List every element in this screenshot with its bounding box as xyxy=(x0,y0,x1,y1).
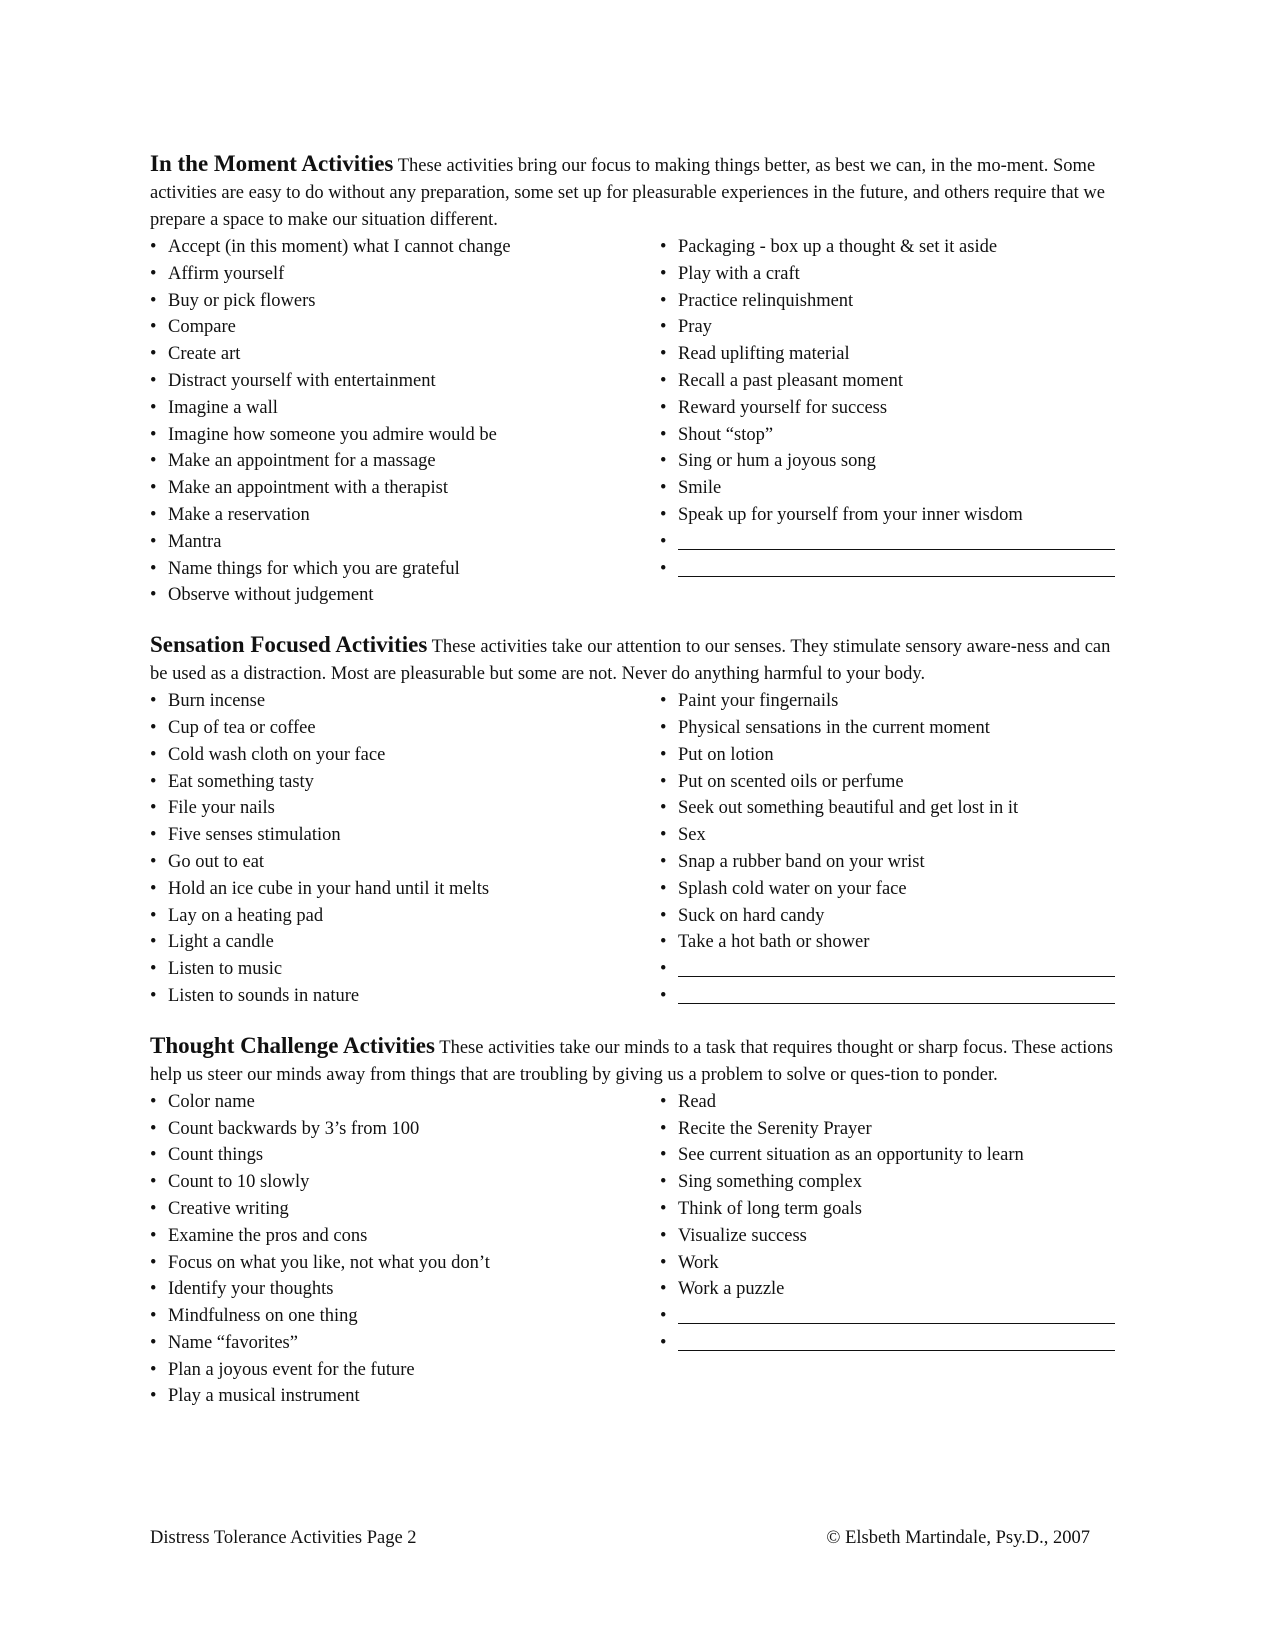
list-item xyxy=(660,903,1115,930)
blank-line-item xyxy=(660,956,1115,983)
bullet-icon: • xyxy=(660,1225,667,1246)
bullet-icon: • xyxy=(660,932,667,953)
list-item xyxy=(150,1223,660,1250)
bullet-icon: • xyxy=(660,424,667,445)
list-item xyxy=(660,422,1115,449)
bullet-icon: • xyxy=(660,851,667,872)
bullet-icon: • xyxy=(660,504,667,525)
left-activity-list xyxy=(150,234,660,609)
list-item-label: Count things xyxy=(168,1145,264,1166)
bullet-icon: • xyxy=(660,370,667,391)
bullet-icon: • xyxy=(660,531,667,552)
list-item xyxy=(150,929,660,956)
list-item xyxy=(150,956,660,983)
list-item xyxy=(150,1089,660,1116)
list-item xyxy=(660,1250,1115,1277)
list-item-label: Visualize success xyxy=(678,1225,807,1246)
list-item-label: Compare xyxy=(168,317,236,338)
bullet-icon: • xyxy=(150,1386,157,1407)
bullet-icon: • xyxy=(150,744,157,765)
list-item xyxy=(150,1303,660,1330)
bullet-icon: • xyxy=(150,397,157,418)
list-item-label: Accept (in this moment) what I cannot change xyxy=(168,237,511,257)
list-item xyxy=(660,502,1115,529)
right-activity-list xyxy=(660,234,1115,609)
list-item-label: Name things for which you are grateful xyxy=(168,558,460,579)
section-thought-challenge xyxy=(150,1032,1115,1411)
bullet-icon: • xyxy=(150,1145,157,1166)
list-item-label: Reward yourself for success xyxy=(678,397,888,418)
list-item-label: Play a musical instrument xyxy=(168,1386,360,1407)
bullet-icon: • xyxy=(660,263,667,284)
right-activity-list xyxy=(660,688,1115,1010)
document-page xyxy=(150,150,1115,1432)
bullet-icon: • xyxy=(660,1172,667,1193)
bullet-icon: • xyxy=(660,344,667,365)
list-item xyxy=(150,876,660,903)
section-intro xyxy=(150,150,1115,234)
list-item xyxy=(660,261,1115,288)
list-item xyxy=(660,314,1115,341)
list-item-label: Work a puzzle xyxy=(678,1279,785,1300)
list-item xyxy=(660,822,1115,849)
list-item xyxy=(150,903,660,930)
list-item xyxy=(150,1142,660,1169)
bullet-icon: • xyxy=(150,504,157,525)
list-item xyxy=(150,1196,660,1223)
list-item xyxy=(150,261,660,288)
list-item-label: Read xyxy=(678,1091,717,1112)
bullet-icon: • xyxy=(660,317,667,338)
list-item-label: Paint your fingernails xyxy=(678,691,839,712)
bullet-icon: • xyxy=(660,905,667,926)
bullet-icon: • xyxy=(150,585,157,606)
list-item xyxy=(660,1169,1115,1196)
list-item xyxy=(150,822,660,849)
list-item xyxy=(660,715,1115,742)
activity-columns xyxy=(150,234,1115,609)
bullet-icon: • xyxy=(660,771,667,792)
bullet-icon: • xyxy=(150,1306,157,1327)
list-item-label: Put on lotion xyxy=(678,744,774,765)
list-item-label: Make an appointment for a massage xyxy=(168,451,436,472)
list-item-label: Mindfulness on one thing xyxy=(168,1306,358,1327)
bullet-icon: • xyxy=(660,1145,667,1166)
list-item-label: Count backwards by 3’s from 100 xyxy=(168,1118,420,1139)
write-in-line xyxy=(678,956,1115,977)
list-item-label: Imagine a wall xyxy=(168,397,278,418)
write-in-line xyxy=(678,529,1115,550)
list-item-label: Work xyxy=(678,1252,719,1273)
list-item-label: Buy or pick flowers xyxy=(168,290,316,311)
list-item-label: Sex xyxy=(678,825,706,846)
list-item xyxy=(660,1196,1115,1223)
bullet-icon: • xyxy=(660,744,667,765)
bullet-icon: • xyxy=(150,932,157,953)
list-item xyxy=(150,715,660,742)
list-item xyxy=(150,1383,660,1410)
list-item xyxy=(660,795,1115,822)
list-item xyxy=(150,1169,660,1196)
bullet-icon: • xyxy=(150,478,157,499)
section-description: These activities take our minds to a task that requires thought or sharp focus. These actions help us steer our minds away from things that are troubling by giving us a problem to solve or ques-tion to ponder. xyxy=(150,1037,1113,1085)
list-item-label: Distract yourself with entertainment xyxy=(168,370,436,391)
right-activity-list xyxy=(660,1089,1115,1411)
list-item xyxy=(150,1357,660,1384)
list-item-label: Shout “stop” xyxy=(678,424,774,445)
section-in-the-moment xyxy=(150,150,1115,609)
section-sensation-focused xyxy=(150,631,1115,1010)
list-item xyxy=(660,1276,1115,1303)
blank-line-item xyxy=(660,1330,1115,1357)
list-item-label: Affirm yourself xyxy=(168,263,285,284)
bullet-icon: • xyxy=(660,825,667,846)
list-item-label: Make a reservation xyxy=(168,504,310,525)
list-item-label: Hold an ice cube in your hand until it melts xyxy=(168,878,490,899)
bullet-icon: • xyxy=(150,558,157,579)
bullet-icon: • xyxy=(150,451,157,472)
list-item-label: Cup of tea or coffee xyxy=(168,717,316,738)
bullet-icon: • xyxy=(660,1252,667,1273)
section-heading: Thought Challenge Activities xyxy=(150,1032,435,1058)
list-item-label: Take a hot bath or shower xyxy=(678,932,870,953)
bullet-icon: • xyxy=(150,531,157,552)
bullet-icon: • xyxy=(150,1172,157,1193)
list-item-label: Count to 10 slowly xyxy=(168,1172,310,1193)
list-item-label: Speak up for yourself from your inner wisdom xyxy=(678,504,1023,525)
bullet-icon: • xyxy=(660,478,667,499)
list-item-label: File your nails xyxy=(168,798,275,819)
list-item-label: Focus on what you like, not what you don’t xyxy=(168,1252,490,1273)
bullet-icon: • xyxy=(150,771,157,792)
list-item-label: Listen to music xyxy=(168,959,283,980)
bullet-icon: • xyxy=(150,1198,157,1219)
list-item xyxy=(150,234,660,261)
list-item xyxy=(150,983,660,1010)
list-item-label: Snap a rubber band on your wrist xyxy=(678,851,925,872)
list-item xyxy=(150,368,660,395)
section-heading: Sensation Focused Activities xyxy=(150,632,428,658)
list-item-label: Play with a craft xyxy=(678,263,800,284)
write-in-line xyxy=(678,1303,1115,1324)
list-item-label: Name “favorites” xyxy=(168,1332,298,1353)
bullet-icon: • xyxy=(150,825,157,846)
page-footer xyxy=(150,1528,1090,1549)
left-activity-list xyxy=(150,1089,660,1411)
bullet-icon: • xyxy=(150,1118,157,1139)
list-item xyxy=(660,475,1115,502)
bullet-icon: • xyxy=(150,370,157,391)
list-item-label: Think of long term goals xyxy=(678,1198,862,1219)
bullet-icon: • xyxy=(660,237,667,257)
bullet-icon: • xyxy=(150,878,157,899)
bullet-icon: • xyxy=(660,1198,667,1219)
list-item xyxy=(150,341,660,368)
list-item-label: Suck on hard candy xyxy=(678,905,825,926)
bullet-icon: • xyxy=(150,1252,157,1273)
list-item-label: Smile xyxy=(678,478,722,499)
list-item-label: Create art xyxy=(168,344,241,365)
bullet-icon: • xyxy=(150,1279,157,1300)
bullet-icon: • xyxy=(150,290,157,311)
list-item-label: Color name xyxy=(168,1091,255,1112)
activity-columns xyxy=(150,688,1115,1010)
list-item xyxy=(660,929,1115,956)
bullet-icon: • xyxy=(150,798,157,819)
list-item xyxy=(150,475,660,502)
list-item xyxy=(660,368,1115,395)
list-item xyxy=(660,1142,1115,1169)
list-item xyxy=(150,288,660,315)
bullet-icon: • xyxy=(660,1279,667,1300)
list-item-label: Pray xyxy=(678,317,712,338)
list-item xyxy=(150,849,660,876)
list-item xyxy=(150,582,660,609)
list-item-label: Identify your thoughts xyxy=(168,1279,334,1300)
bullet-icon: • xyxy=(660,451,667,472)
bullet-icon: • xyxy=(660,1306,667,1327)
list-item-label: Five senses stimulation xyxy=(168,825,341,846)
list-item xyxy=(150,1250,660,1277)
list-item-label: Observe without judgement xyxy=(168,585,374,606)
bullet-icon: • xyxy=(150,424,157,445)
bullet-icon: • xyxy=(150,317,157,338)
list-item xyxy=(660,288,1115,315)
list-item xyxy=(150,395,660,422)
bullet-icon: • xyxy=(150,1359,157,1380)
list-item xyxy=(150,1116,660,1143)
list-item xyxy=(150,769,660,796)
list-item xyxy=(660,341,1115,368)
list-item xyxy=(150,556,660,583)
list-item-label: Practice relinquishment xyxy=(678,290,854,311)
bullet-icon: • xyxy=(660,717,667,738)
blank-line-item xyxy=(660,1303,1115,1330)
list-item xyxy=(150,1330,660,1357)
list-item xyxy=(150,688,660,715)
bullet-icon: • xyxy=(150,717,157,738)
list-item xyxy=(150,742,660,769)
list-item-label: Cold wash cloth on your face xyxy=(168,744,386,765)
list-item-label: Mantra xyxy=(168,531,222,552)
write-in-line xyxy=(678,1330,1115,1351)
list-item xyxy=(660,1089,1115,1116)
bullet-icon: • xyxy=(660,558,667,579)
bullet-icon: • xyxy=(660,397,667,418)
write-in-line xyxy=(678,983,1115,1004)
list-item xyxy=(660,395,1115,422)
list-item-label: Burn incense xyxy=(168,691,266,712)
bullet-icon: • xyxy=(150,1332,157,1353)
list-item-label: Creative writing xyxy=(168,1198,289,1219)
bullet-icon: • xyxy=(150,344,157,365)
write-in-line xyxy=(678,556,1115,577)
footer-copyright: © Elsbeth Martindale, Psy.D., 2007 xyxy=(826,1528,1090,1548)
bullet-icon: • xyxy=(660,1332,667,1353)
list-item xyxy=(150,1276,660,1303)
bullet-icon: • xyxy=(660,691,667,712)
list-item xyxy=(150,422,660,449)
list-item xyxy=(150,448,660,475)
bullet-icon: • xyxy=(660,878,667,899)
list-item-label: Packaging - box up a thought & set it aside xyxy=(678,237,998,257)
list-item-label: Recall a past pleasant moment xyxy=(678,370,904,391)
bullet-icon: • xyxy=(660,1118,667,1139)
list-item-label: See current situation as an opportunity to learn xyxy=(678,1145,1024,1166)
list-item-label: Eat something tasty xyxy=(168,771,314,792)
list-item xyxy=(660,448,1115,475)
bullet-icon: • xyxy=(150,691,157,712)
list-item-label: Physical sensations in the current moment xyxy=(678,717,990,738)
list-item xyxy=(660,876,1115,903)
list-item xyxy=(150,502,660,529)
section-intro xyxy=(150,1032,1115,1089)
activity-columns xyxy=(150,1089,1115,1411)
list-item-label: Sing something complex xyxy=(678,1172,862,1193)
list-item-label: Recite the Serenity Prayer xyxy=(678,1118,872,1139)
list-item xyxy=(660,849,1115,876)
list-item xyxy=(150,314,660,341)
list-item xyxy=(660,769,1115,796)
section-intro xyxy=(150,631,1115,688)
bullet-icon: • xyxy=(150,985,157,1006)
list-item-label: Make an appointment with a therapist xyxy=(168,478,448,499)
list-item-label: Go out to eat xyxy=(168,851,265,872)
list-item xyxy=(660,742,1115,769)
blank-line-item xyxy=(660,529,1115,556)
section-description: These activities take our attention to our senses. They stimulate sensory aware-ness and can be used as a distraction. Most are pleasurable but some are not. Never do anything harmful to your body. xyxy=(150,637,1111,685)
left-activity-list xyxy=(150,688,660,1010)
list-item xyxy=(660,1223,1115,1250)
list-item-label: Put on scented oils or perfume xyxy=(678,771,904,792)
bullet-icon: • xyxy=(150,959,157,980)
bullet-icon: • xyxy=(150,1091,157,1112)
list-item-label: Read uplifting material xyxy=(678,344,850,365)
bullet-icon: • xyxy=(150,237,157,257)
bullet-icon: • xyxy=(660,1091,667,1112)
list-item-label: Lay on a heating pad xyxy=(168,905,324,926)
list-item xyxy=(150,529,660,556)
bullet-icon: • xyxy=(660,798,667,819)
list-item-label: Splash cold water on your face xyxy=(678,878,907,899)
bullet-icon: • xyxy=(660,290,667,311)
list-item xyxy=(660,688,1115,715)
bullet-icon: • xyxy=(150,1225,157,1246)
list-item-label: Light a candle xyxy=(168,932,274,953)
blank-line-item xyxy=(660,556,1115,583)
bullet-icon: • xyxy=(150,263,157,284)
bullet-icon: • xyxy=(660,985,667,1006)
bullet-icon: • xyxy=(150,851,157,872)
section-description: These activities bring our focus to making things better, as best we can, in the mo-ment. Some activities are easy to do without any preparation, some set up for pleasurable experiences in the future, and others require that we prepare a space to make our situation different. xyxy=(150,156,1105,230)
list-item-label: Sing or hum a joyous song xyxy=(678,451,876,472)
list-item-label: Listen to sounds in nature xyxy=(168,985,360,1006)
list-item-label: Plan a joyous event for the future xyxy=(168,1359,415,1380)
list-item xyxy=(660,1116,1115,1143)
list-item-label: Examine the pros and cons xyxy=(168,1225,368,1246)
section-heading: In the Moment Activities xyxy=(150,151,394,176)
footer-page-label: Distress Tolerance Activities Page 2 xyxy=(150,1528,417,1548)
bullet-icon: • xyxy=(660,959,667,980)
blank-line-item xyxy=(660,983,1115,1010)
list-item-label: Seek out something beautiful and get lost in it xyxy=(678,798,1019,819)
list-item xyxy=(660,234,1115,261)
list-item-label: Imagine how someone you admire would be xyxy=(168,424,497,445)
list-item xyxy=(150,795,660,822)
bullet-icon: • xyxy=(150,905,157,926)
